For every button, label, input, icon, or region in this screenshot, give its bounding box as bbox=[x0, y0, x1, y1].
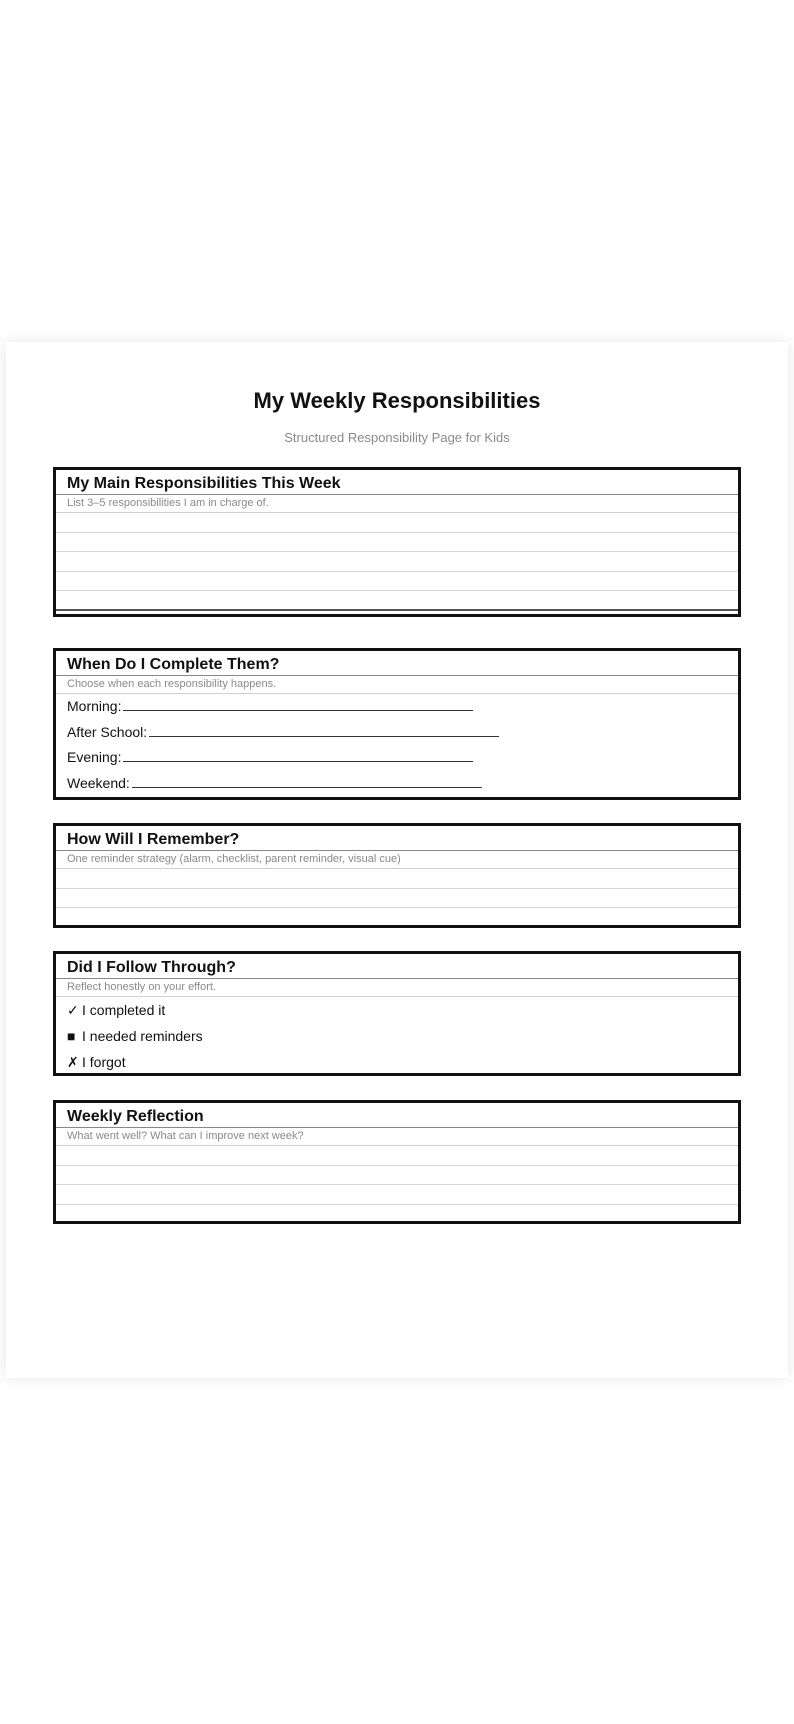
fill-in-blank[interactable] bbox=[123, 749, 473, 762]
section-heading: Did I Follow Through? bbox=[56, 954, 738, 979]
option-label: I completed it bbox=[82, 1002, 166, 1018]
page-title: My Weekly Responsibilities bbox=[253, 388, 541, 413]
section-main-responsibilities bbox=[53, 467, 741, 617]
section-heading: My Main Responsibilities This Week bbox=[56, 470, 738, 495]
time-label: Morning: bbox=[67, 698, 122, 714]
worksheet-page bbox=[6, 342, 788, 1378]
time-row-weekend[interactable] bbox=[56, 771, 738, 797]
time-row-morning[interactable] bbox=[56, 694, 738, 720]
writing-line[interactable] bbox=[56, 1166, 738, 1186]
option-label: I needed reminders bbox=[82, 1028, 203, 1044]
option-completed[interactable] bbox=[56, 997, 738, 1023]
page-subtitle: Structured Responsibility Page for Kids bbox=[284, 430, 510, 445]
checkmark-icon: ✓ bbox=[67, 1002, 79, 1018]
time-label: Weekend: bbox=[67, 774, 130, 791]
fill-in-blank[interactable] bbox=[132, 775, 482, 788]
fill-in-blank[interactable] bbox=[149, 724, 499, 737]
writing-line[interactable] bbox=[56, 572, 738, 592]
writing-line[interactable] bbox=[56, 1185, 738, 1205]
section-hint: Reflect honestly on your effort. bbox=[56, 979, 738, 997]
time-row-after-school[interactable] bbox=[56, 720, 738, 746]
writing-line[interactable] bbox=[56, 869, 738, 889]
section-follow-through bbox=[53, 951, 741, 1076]
writing-line[interactable] bbox=[56, 533, 738, 553]
section-hint: What went well? What can I improve next week? bbox=[56, 1128, 738, 1146]
section-hint: Choose when each responsibility happens. bbox=[56, 676, 738, 694]
time-label: After School: bbox=[67, 723, 148, 740]
section-weekly-reflection bbox=[53, 1100, 741, 1224]
section-heading: Weekly Reflection bbox=[56, 1103, 738, 1128]
cross-icon: ✗ bbox=[67, 1054, 79, 1070]
writing-line[interactable] bbox=[56, 908, 738, 928]
writing-line[interactable] bbox=[56, 1146, 738, 1166]
section-when-complete bbox=[53, 648, 741, 800]
fill-in-blank[interactable] bbox=[123, 698, 473, 711]
section-heading: How Will I Remember? bbox=[56, 826, 738, 851]
time-label: Evening: bbox=[67, 749, 122, 765]
section-hint: One reminder strategy (alarm, checklist, parent reminder, visual cue) bbox=[56, 851, 738, 869]
section-how-remember bbox=[53, 823, 741, 928]
section-hint: List 3–5 responsibilities I am in charge of. bbox=[56, 495, 738, 513]
time-row-evening[interactable] bbox=[56, 745, 738, 771]
writing-line[interactable] bbox=[56, 513, 738, 533]
writing-line[interactable] bbox=[56, 591, 738, 611]
option-forgot[interactable] bbox=[56, 1049, 738, 1075]
option-needed-reminders[interactable] bbox=[56, 1023, 738, 1049]
option-label: I forgot bbox=[82, 1054, 126, 1070]
section-heading: When Do I Complete Them? bbox=[56, 651, 738, 676]
writing-line[interactable] bbox=[56, 1205, 738, 1225]
square-icon: ■ bbox=[67, 1028, 76, 1044]
writing-line[interactable] bbox=[56, 889, 738, 909]
writing-line[interactable] bbox=[56, 552, 738, 572]
